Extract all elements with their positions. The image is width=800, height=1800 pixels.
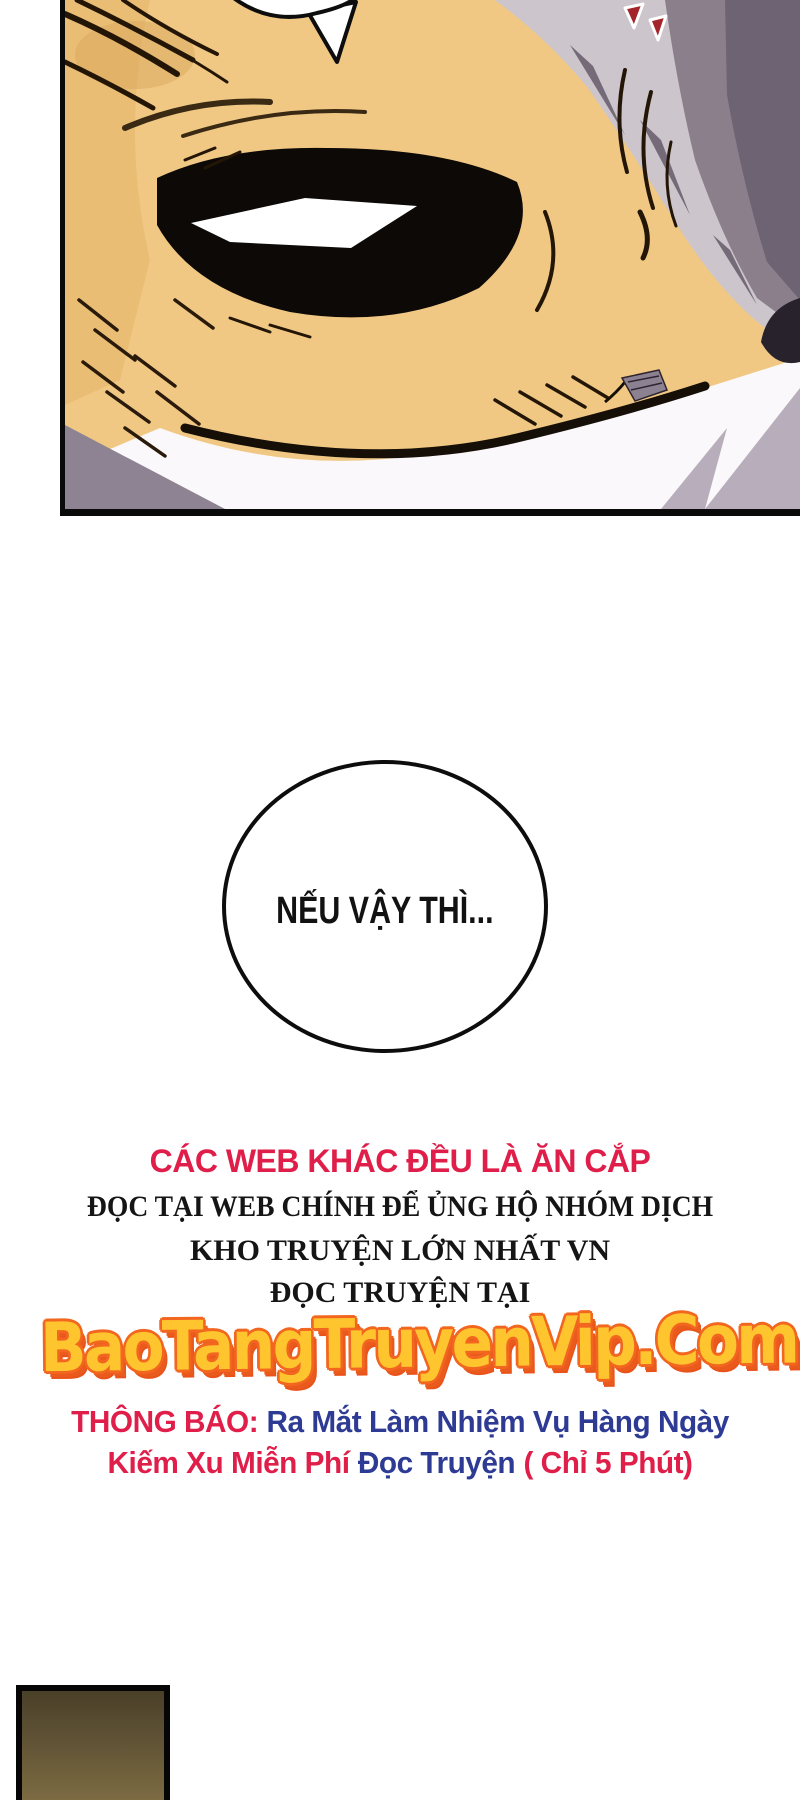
promo-support-text: ĐỌC TẠI WEB CHÍNH ĐỂ ỦNG HỘ NHÓM DỊCH <box>86 1190 714 1223</box>
announcement-line-2-blue: Đọc Truyện <box>357 1445 516 1480</box>
comic-panel-bottom <box>16 1685 170 1800</box>
announcement-line-2-red-2: ( Chỉ 5 Phút) <box>523 1445 693 1480</box>
announcement-line-1-text: Ra Mắt Làm Nhiệm Vụ Hàng Ngày <box>266 1404 729 1439</box>
announcement-line-1 <box>16 1405 784 1439</box>
speech-bubble <box>222 760 548 1053</box>
promo-read-at-text: ĐỌC TRUYỆN TẠI <box>269 1276 531 1309</box>
announcement-label: THÔNG BÁO: <box>71 1404 259 1439</box>
site-logo-text: BaoTangTruyenVip.Com <box>39 1300 798 1389</box>
promo-archive-text: KHO TRUYỆN LỚN NHẤT VN <box>189 1234 611 1267</box>
announcement-line-2-red-1: Kiếm Xu Miễn Phí <box>107 1445 350 1480</box>
speech-bubble-text: NẾU VẬY THÌ... <box>276 890 494 932</box>
comic-panel-top <box>60 0 800 516</box>
promo-warning-text: CÁC WEB KHÁC ĐỀU LÀ ĂN CẮP <box>149 1143 651 1179</box>
announcement-line-2 <box>16 1446 784 1480</box>
face-art <box>65 0 800 509</box>
